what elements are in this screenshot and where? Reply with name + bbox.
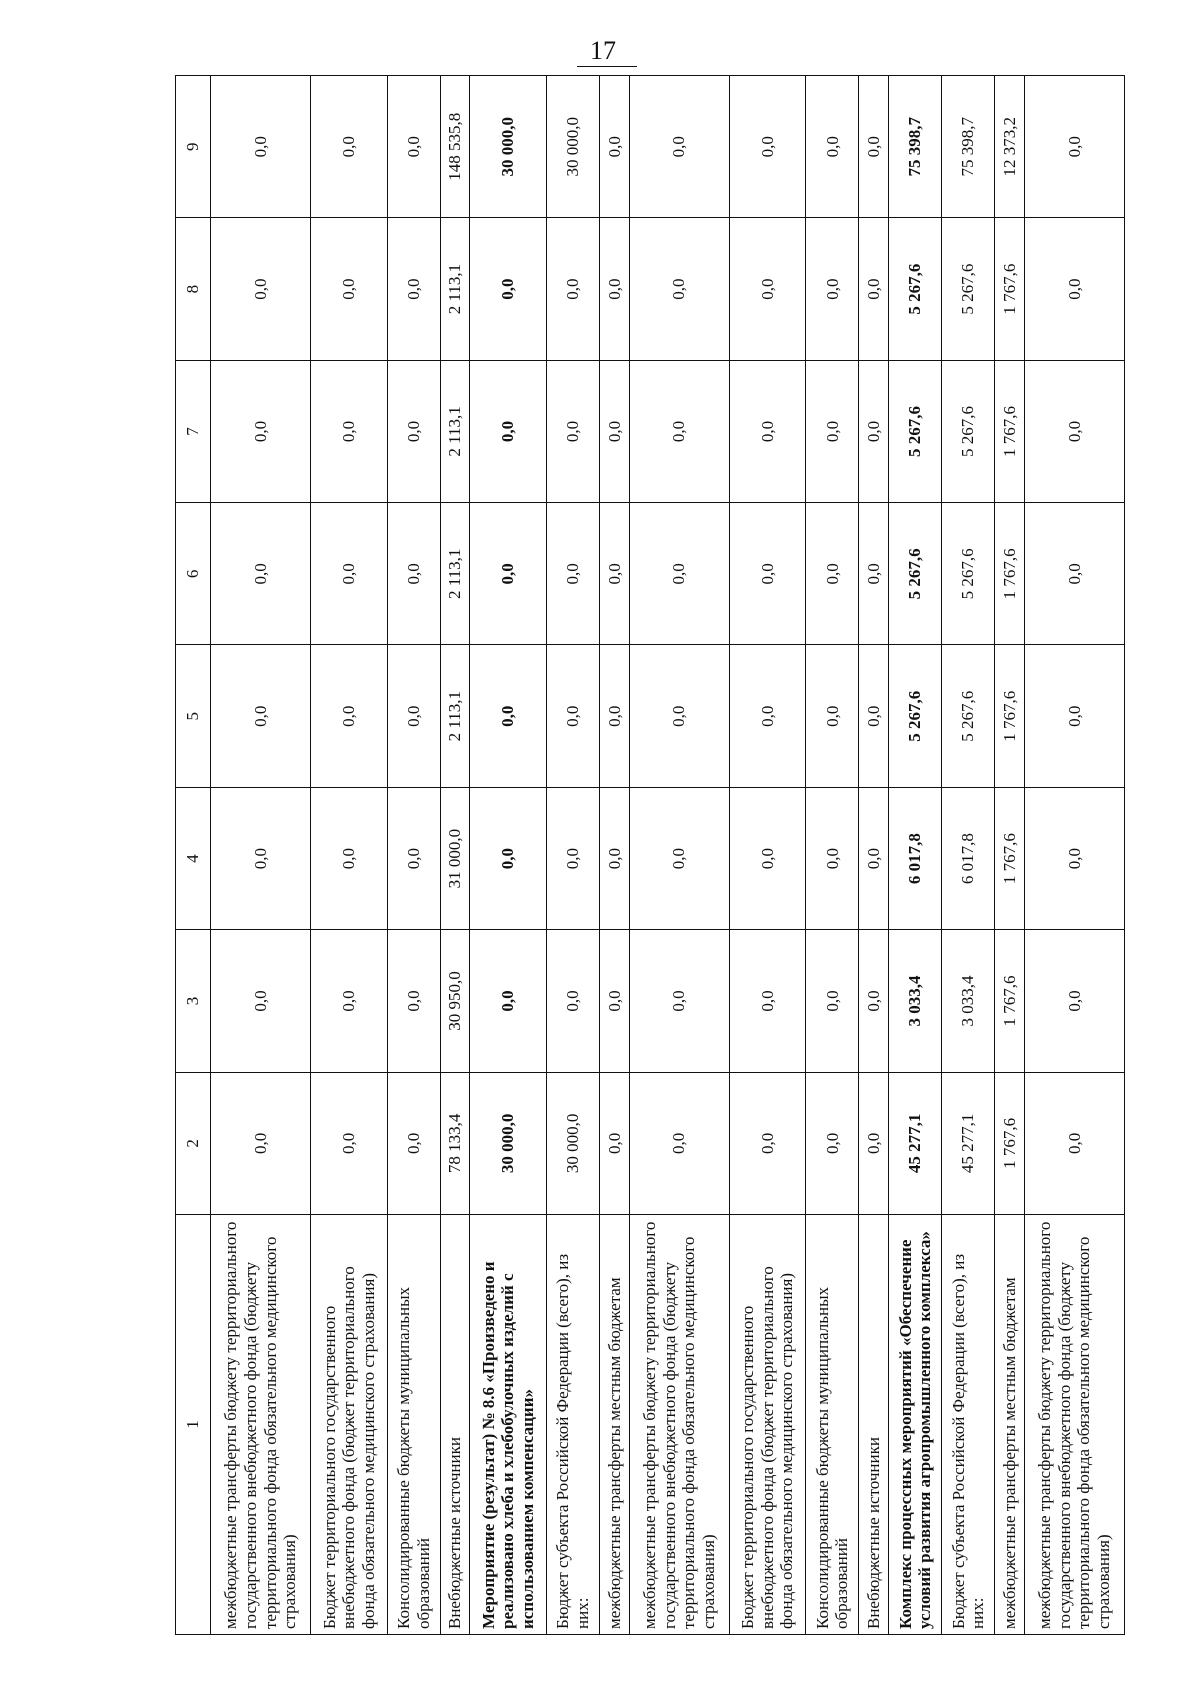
value-cell: 0,0 (859, 930, 889, 1072)
value-cell: 0,0 (629, 645, 729, 787)
value-cell: 0,0 (806, 218, 859, 360)
value-cell: 0,0 (387, 503, 440, 645)
value-cell: 0,0 (600, 930, 630, 1072)
value-cell: 0,0 (729, 76, 806, 218)
value-cell: 0,0 (600, 360, 630, 502)
value-cell: 0,0 (211, 1072, 311, 1214)
value-cell: 0,0 (311, 503, 388, 645)
value-cell: 0,0 (1024, 1072, 1124, 1214)
value-cell: 1 767,6 (995, 930, 1025, 1072)
value-cell: 0,0 (211, 76, 311, 218)
table-row (806, 76, 859, 1635)
value-cell: 0,0 (629, 218, 729, 360)
table-row (211, 76, 311, 1635)
column-header-1: 1 (176, 1215, 211, 1635)
value-cell: 0,0 (600, 76, 630, 218)
table-row (440, 76, 470, 1635)
row-label: межбюджетные трансферты бюджету территориального государственного внебюджетного фонда (бюджету территориального фонда обязательного медицинского страхования) (211, 1215, 311, 1635)
table-body (211, 76, 1125, 1635)
value-cell: 0,0 (600, 645, 630, 787)
column-header-6: 6 (176, 503, 211, 645)
value-cell: 0,0 (629, 360, 729, 502)
value-cell: 1 767,6 (995, 218, 1025, 360)
value-cell: 30 000,0 (470, 76, 547, 218)
value-cell: 2 113,1 (440, 218, 470, 360)
value-cell: 0,0 (387, 76, 440, 218)
value-cell: 6 017,8 (942, 787, 995, 929)
value-cell: 0,0 (311, 218, 388, 360)
value-cell: 0,0 (211, 218, 311, 360)
value-cell: 0,0 (211, 787, 311, 929)
value-cell: 0,0 (806, 1072, 859, 1214)
row-label: Бюджет территориального государственного внебюджетного фонда (бюджет территориального фонда обязательного медицинского страхования) (311, 1215, 388, 1635)
value-cell: 2 113,1 (440, 503, 470, 645)
value-cell: 0,0 (600, 218, 630, 360)
table-row (470, 76, 547, 1635)
value-cell: 3 033,4 (942, 930, 995, 1072)
value-cell: 2 113,1 (440, 645, 470, 787)
value-cell: 0,0 (547, 930, 600, 1072)
value-cell: 0,0 (600, 1072, 630, 1214)
table-row (729, 76, 806, 1635)
row-label: Консолидированные бюджеты муниципальных образований (806, 1215, 859, 1635)
column-header-8: 8 (176, 218, 211, 360)
value-cell: 0,0 (1024, 503, 1124, 645)
value-cell: 45 277,1 (942, 1072, 995, 1214)
value-cell: 148 535,8 (440, 76, 470, 218)
value-cell: 0,0 (629, 1072, 729, 1214)
value-cell: 0,0 (311, 76, 388, 218)
value-cell: 30 000,0 (470, 1072, 547, 1214)
value-cell: 0,0 (859, 1072, 889, 1214)
value-cell: 0,0 (211, 930, 311, 1072)
table-row (387, 76, 440, 1635)
column-header-4: 4 (176, 787, 211, 929)
value-cell: 0,0 (387, 1072, 440, 1214)
value-cell: 0,0 (629, 930, 729, 1072)
value-cell: 30 000,0 (547, 1072, 600, 1214)
value-cell: 1 767,6 (995, 503, 1025, 645)
value-cell: 0,0 (729, 645, 806, 787)
value-cell: 0,0 (806, 503, 859, 645)
column-header-9: 9 (176, 76, 211, 218)
value-cell: 0,0 (1024, 218, 1124, 360)
value-cell: 0,0 (600, 787, 630, 929)
value-cell: 0,0 (1024, 360, 1124, 502)
value-cell: 0,0 (1024, 76, 1124, 218)
value-cell: 0,0 (547, 218, 600, 360)
row-label: Бюджет территориального государственного внебюджетного фонда (бюджет территориального фонда обязательного медицинского страхования) (729, 1215, 806, 1635)
value-cell: 0,0 (859, 218, 889, 360)
column-header-7: 7 (176, 360, 211, 502)
row-label: Комплекс процессных мероприятий «Обеспечение условий развития агропромышленного комплекса» (889, 1215, 942, 1635)
value-cell: 0,0 (729, 360, 806, 502)
row-label: межбюджетные трансферты бюджету территориального государственного внебюджетного фонда (бюджету территориального фонда обязательного медицинского страхования) (629, 1215, 729, 1635)
value-cell: 0,0 (859, 645, 889, 787)
value-cell: 0,0 (859, 503, 889, 645)
value-cell: 45 277,1 (889, 1072, 942, 1214)
value-cell: 1 767,6 (995, 787, 1025, 929)
value-cell: 0,0 (311, 787, 388, 929)
value-cell: 0,0 (629, 76, 729, 218)
value-cell: 1 767,6 (995, 1072, 1025, 1214)
row-label: межбюджетные трансферты бюджету территориального государственного внебюджетного фонда (бюджету территориального фонда обязательного медицинского страхования) (1024, 1215, 1124, 1635)
table-row (547, 76, 600, 1635)
column-header-3: 3 (176, 930, 211, 1072)
value-cell: 0,0 (547, 645, 600, 787)
value-cell: 75 398,7 (942, 76, 995, 218)
value-cell: 12 373,2 (995, 76, 1025, 218)
value-cell: 0,0 (859, 76, 889, 218)
table-row (859, 76, 889, 1635)
row-label: Консолидированные бюджеты муниципальных образований (387, 1215, 440, 1635)
column-header-5: 5 (176, 645, 211, 787)
value-cell: 0,0 (729, 503, 806, 645)
row-label: Бюджет субъекта Российской Федерации (всего), из них: (942, 1215, 995, 1635)
value-cell: 0,0 (311, 930, 388, 1072)
value-cell: 0,0 (600, 503, 630, 645)
value-cell: 5 267,6 (942, 503, 995, 645)
row-label: Мероприятие (результат) № 8.6 «Произведено и реализовано хлеба и хлебобулочных изделий с использованием компенсации» (470, 1215, 547, 1635)
value-cell: 0,0 (629, 503, 729, 645)
value-cell: 31 000,0 (440, 787, 470, 929)
table-row (311, 76, 388, 1635)
value-cell: 30 950,0 (440, 930, 470, 1072)
table-row (629, 76, 729, 1635)
row-label: межбюджетные трансферты местным бюджетам (600, 1215, 630, 1635)
row-label: Внебюджетные источники (859, 1215, 889, 1635)
value-cell: 0,0 (806, 76, 859, 218)
value-cell: 0,0 (211, 360, 311, 502)
value-cell: 0,0 (1024, 645, 1124, 787)
value-cell: 0,0 (387, 645, 440, 787)
value-cell: 0,0 (211, 503, 311, 645)
value-cell: 2 113,1 (440, 360, 470, 502)
value-cell: 0,0 (387, 218, 440, 360)
value-cell: 1 767,6 (995, 645, 1025, 787)
value-cell: 5 267,6 (942, 645, 995, 787)
value-cell: 0,0 (311, 360, 388, 502)
value-cell: 0,0 (470, 930, 547, 1072)
value-cell: 0,0 (729, 1072, 806, 1214)
value-cell: 0,0 (729, 930, 806, 1072)
header-row (176, 76, 211, 1635)
value-cell: 0,0 (729, 218, 806, 360)
value-cell: 5 267,6 (889, 645, 942, 787)
value-cell: 30 000,0 (547, 76, 600, 218)
value-cell: 0,0 (629, 787, 729, 929)
value-cell: 0,0 (806, 787, 859, 929)
value-cell: 5 267,6 (889, 503, 942, 645)
page-number-underline (577, 66, 637, 67)
row-label: Бюджет субъекта Российской Федерации (всего), из них: (547, 1215, 600, 1635)
budget-table (175, 75, 1125, 1635)
table-row (600, 76, 630, 1635)
value-cell: 5 267,6 (889, 218, 942, 360)
value-cell: 0,0 (311, 1072, 388, 1214)
value-cell: 5 267,6 (942, 360, 995, 502)
row-label: Внебюджетные источники (440, 1215, 470, 1635)
value-cell: 3 033,4 (889, 930, 942, 1072)
value-cell: 1 767,6 (995, 360, 1025, 502)
value-cell: 0,0 (547, 360, 600, 502)
table-row (889, 76, 942, 1635)
value-cell: 0,0 (1024, 787, 1124, 929)
value-cell: 0,0 (470, 503, 547, 645)
value-cell: 78 133,4 (440, 1072, 470, 1214)
table-row (942, 76, 995, 1635)
value-cell: 0,0 (806, 645, 859, 787)
value-cell: 0,0 (547, 503, 600, 645)
value-cell: 0,0 (806, 360, 859, 502)
page-number: 17 (590, 36, 616, 65)
value-cell: 0,0 (547, 787, 600, 929)
table-row (995, 76, 1025, 1635)
value-cell: 0,0 (1024, 930, 1124, 1072)
value-cell: 0,0 (859, 787, 889, 929)
value-cell: 75 398,7 (889, 76, 942, 218)
value-cell: 0,0 (729, 787, 806, 929)
value-cell: 0,0 (470, 787, 547, 929)
value-cell: 0,0 (859, 360, 889, 502)
value-cell: 0,0 (387, 787, 440, 929)
row-label: межбюджетные трансферты местным бюджетам (995, 1215, 1025, 1635)
value-cell: 0,0 (311, 645, 388, 787)
column-header-2: 2 (176, 1072, 211, 1214)
value-cell: 5 267,6 (889, 360, 942, 502)
value-cell: 0,0 (470, 218, 547, 360)
table-row (1024, 76, 1124, 1635)
value-cell: 0,0 (806, 930, 859, 1072)
value-cell: 6 017,8 (889, 787, 942, 929)
value-cell: 0,0 (470, 360, 547, 502)
value-cell: 0,0 (387, 360, 440, 502)
rotated-table-container (175, 75, 1125, 1635)
rotated-table-area (175, 75, 1125, 1635)
value-cell: 0,0 (387, 930, 440, 1072)
value-cell: 0,0 (211, 645, 311, 787)
value-cell: 0,0 (470, 645, 547, 787)
value-cell: 5 267,6 (942, 218, 995, 360)
